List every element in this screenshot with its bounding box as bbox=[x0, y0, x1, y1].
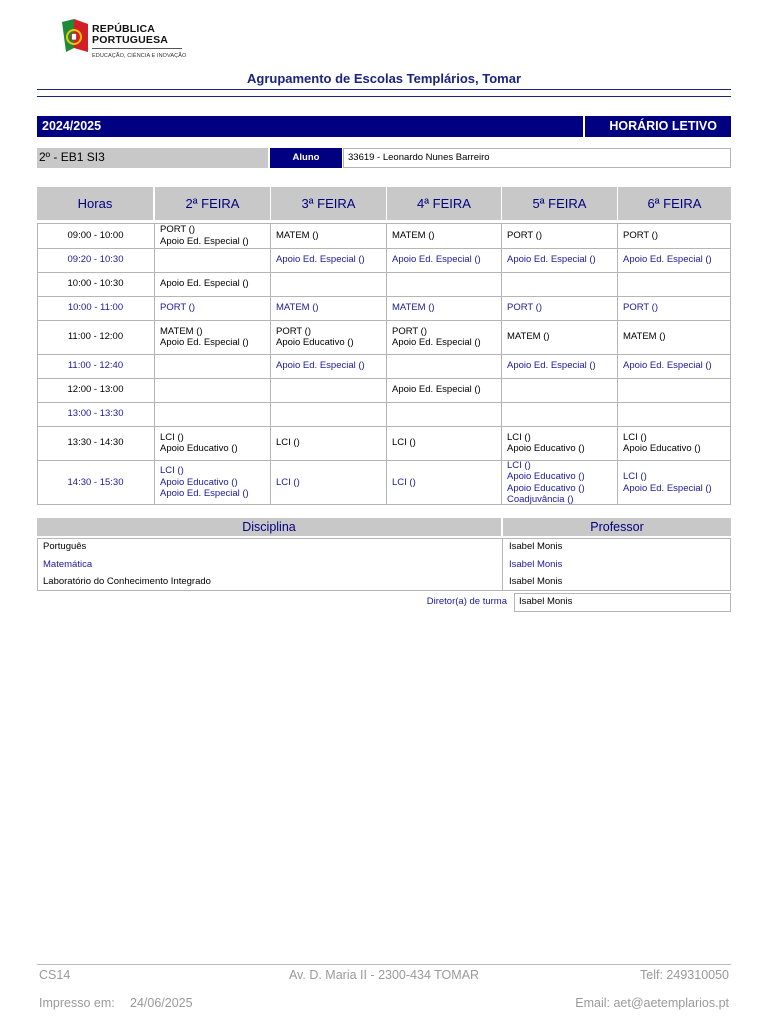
timetable-cell bbox=[270, 402, 386, 426]
lesson-entry: MATEM () bbox=[276, 302, 319, 314]
timetable-cell bbox=[501, 354, 617, 378]
timetable-cell bbox=[270, 320, 386, 354]
class-director-value: Isabel Monis bbox=[514, 593, 731, 612]
timetable-cell bbox=[154, 354, 270, 378]
professor-name: Isabel Monis bbox=[509, 559, 563, 570]
logo-subtitle: EDUCAÇÃO, CIÊNCIA E INOVAÇÃO bbox=[92, 53, 187, 59]
footer-code: CS14 bbox=[39, 968, 71, 982]
lesson-entry: MATEM () bbox=[276, 229, 319, 241]
lesson-entry: PORT () bbox=[507, 302, 543, 314]
time-slot: 13:00 - 13:30 bbox=[67, 408, 124, 420]
timetable-cell bbox=[154, 272, 270, 296]
timetable-cell bbox=[270, 248, 386, 272]
timetable-cell bbox=[270, 354, 386, 378]
lesson-entry: LCI () bbox=[160, 431, 184, 443]
timetable-cell bbox=[154, 248, 270, 272]
timetable-cell bbox=[617, 248, 731, 272]
lesson-entry: LCI () bbox=[276, 476, 300, 488]
lesson-entry: Coadjuvância () bbox=[507, 494, 574, 505]
lesson-entry: PORT () bbox=[160, 302, 196, 314]
lesson-entry: PORT () bbox=[160, 224, 196, 235]
lesson-entry: LCI () bbox=[276, 437, 300, 449]
header-day: 2ª FEIRA bbox=[155, 187, 270, 220]
timetable-cell bbox=[386, 426, 501, 460]
timetable-cell bbox=[501, 223, 617, 248]
footer-email: Email: aet@aetemplarios.pt bbox=[575, 996, 729, 1010]
lesson-entry: Apoio Ed. Especial () bbox=[392, 254, 481, 266]
logo-wordmark: REPÚBLICA PORTUGUESA bbox=[92, 23, 169, 46]
discipline-name: Português bbox=[43, 541, 87, 552]
lesson-entry: Apoio Educativo () bbox=[623, 443, 701, 454]
lesson-entry: LCI () bbox=[507, 459, 531, 471]
lesson-entry: Apoio Educativo () bbox=[507, 482, 585, 494]
time-slot: 13:30 - 14:30 bbox=[67, 437, 124, 449]
lesson-entry: Apoio Ed. Especial () bbox=[160, 488, 249, 500]
lesson-entry: MATEM () bbox=[160, 325, 203, 337]
schedule-type: HORÁRIO LETIVO bbox=[585, 116, 731, 137]
timetable-cell bbox=[386, 378, 501, 402]
footer-phone: Telf: 249310050 bbox=[640, 968, 729, 982]
lesson-entry: PORT () bbox=[623, 302, 659, 314]
time-slot: 12:00 - 13:00 bbox=[67, 384, 124, 396]
timetable-cell bbox=[270, 378, 386, 402]
class-name: 2º - EB1 SI3 bbox=[37, 148, 268, 168]
time-slot: 09:00 - 10:00 bbox=[67, 229, 124, 241]
student-label: Aluno bbox=[270, 148, 342, 168]
header-day: 3ª FEIRA bbox=[271, 187, 386, 220]
timetable-cell bbox=[617, 296, 731, 320]
timetable-cell bbox=[154, 460, 270, 505]
lesson-entry: LCI () bbox=[507, 431, 531, 443]
school-year: 2024/2025 bbox=[37, 116, 583, 137]
lesson-entry: Apoio Ed. Especial () bbox=[623, 482, 712, 494]
timetable-cell bbox=[154, 378, 270, 402]
footer-divider bbox=[37, 964, 731, 965]
discipline-separator bbox=[502, 538, 503, 591]
professor-name: Isabel Monis bbox=[509, 576, 563, 587]
printed-label: Impresso em: bbox=[39, 996, 115, 1010]
discipline-header: Disciplina bbox=[37, 518, 501, 536]
discipline-name: Laboratório do Conhecimento Integrado bbox=[43, 576, 211, 587]
timetable-cell bbox=[270, 426, 386, 460]
time-slot: 14:30 - 15:30 bbox=[67, 476, 124, 488]
lesson-entry: PORT () bbox=[623, 229, 659, 241]
timetable-cell bbox=[154, 426, 270, 460]
header-day: 4ª FEIRA bbox=[387, 187, 501, 220]
time-slot: 11:00 - 12:00 bbox=[67, 331, 124, 343]
timetable-cell bbox=[270, 223, 386, 248]
timetable-cell bbox=[386, 320, 501, 354]
lesson-entry: Apoio Ed. Especial () bbox=[160, 235, 249, 247]
lesson-entry: Apoio Educativo () bbox=[507, 443, 585, 454]
lesson-entry: Apoio Ed. Especial () bbox=[392, 337, 481, 348]
lesson-entry: MATEM () bbox=[507, 331, 550, 343]
timetable-cell bbox=[617, 320, 731, 354]
lesson-entry: MATEM () bbox=[392, 229, 435, 241]
timetable-cell bbox=[617, 378, 731, 402]
lesson-entry: MATEM () bbox=[623, 331, 666, 343]
lesson-entry: PORT () bbox=[392, 325, 428, 337]
timetable-cell bbox=[617, 460, 731, 505]
timetable-cell bbox=[501, 248, 617, 272]
time-slot: 10:00 - 11:00 bbox=[67, 302, 124, 314]
timetable-cell bbox=[501, 460, 617, 505]
lesson-entry: Apoio Ed. Especial () bbox=[623, 254, 712, 266]
timetable-cell bbox=[270, 460, 386, 505]
lesson-entry: Apoio Ed. Especial () bbox=[392, 384, 481, 396]
lesson-entry: LCI () bbox=[392, 476, 416, 488]
time-slot: 11:00 - 12:40 bbox=[67, 360, 124, 372]
lesson-entry: Apoio Ed. Especial () bbox=[623, 360, 712, 372]
timetable-cell bbox=[270, 272, 386, 296]
lesson-entry: Apoio Educativo () bbox=[507, 471, 585, 482]
timetable-cell bbox=[386, 402, 501, 426]
title-divider-bottom bbox=[37, 96, 731, 97]
lesson-entry: PORT () bbox=[276, 325, 312, 337]
header-hours: Horas bbox=[37, 187, 153, 220]
timetable-cell bbox=[154, 296, 270, 320]
class-director-label: Diretor(a) de turma bbox=[426, 596, 507, 607]
header-day: 6ª FEIRA bbox=[618, 187, 731, 220]
time-slot: 09:20 - 10:30 bbox=[67, 254, 124, 266]
timetable-cell bbox=[270, 296, 386, 320]
timetable-cell bbox=[501, 320, 617, 354]
timetable-cell bbox=[386, 296, 501, 320]
lesson-entry: LCI () bbox=[623, 431, 647, 443]
school-title: Agrupamento de Escolas Templários, Tomar bbox=[246, 71, 522, 86]
lesson-entry: Apoio Educativo () bbox=[276, 337, 354, 348]
timetable-cell bbox=[617, 354, 731, 378]
lesson-entry: LCI () bbox=[623, 471, 647, 482]
timetable-cell bbox=[501, 378, 617, 402]
timetable-cell bbox=[386, 354, 501, 378]
timetable-cell bbox=[501, 426, 617, 460]
professor-name: Isabel Monis bbox=[509, 541, 563, 552]
timetable-cell bbox=[617, 402, 731, 426]
timetable-cell bbox=[386, 272, 501, 296]
timetable-cell bbox=[501, 402, 617, 426]
lesson-entry: Apoio Ed. Especial () bbox=[507, 360, 596, 372]
timetable-cell bbox=[617, 223, 731, 248]
professor-header: Professor bbox=[503, 518, 731, 536]
lesson-entry: Apoio Ed. Especial () bbox=[160, 337, 249, 348]
lesson-entry: Apoio Educativo () bbox=[160, 443, 238, 454]
lesson-entry: LCI () bbox=[160, 465, 184, 477]
time-slot: 10:00 - 10:30 bbox=[67, 278, 124, 290]
lesson-entry: MATEM () bbox=[392, 302, 435, 314]
timetable-cell bbox=[501, 272, 617, 296]
timetable-cell bbox=[154, 320, 270, 354]
timetable-cell bbox=[501, 296, 617, 320]
lesson-entry: Apoio Educativo () bbox=[160, 476, 238, 488]
lesson-entry: Apoio Ed. Especial () bbox=[507, 254, 596, 266]
timetable-cell bbox=[386, 223, 501, 248]
logo-divider bbox=[92, 48, 182, 49]
footer-address: Av. D. Maria II - 2300-434 TOMAR bbox=[288, 968, 480, 982]
timetable-cell bbox=[154, 223, 270, 248]
timetable-cell bbox=[386, 248, 501, 272]
student-value: 33619 - Leonardo Nunes Barreiro bbox=[343, 148, 731, 168]
timetable-cell bbox=[617, 426, 731, 460]
lesson-entry: Apoio Ed. Especial () bbox=[160, 278, 249, 290]
lesson-entry: Apoio Ed. Especial () bbox=[276, 360, 365, 372]
discipline-name: Matemática bbox=[43, 559, 93, 570]
header-day: 5ª FEIRA bbox=[502, 187, 617, 220]
timetable-cell bbox=[386, 460, 501, 505]
timetable-cell bbox=[617, 272, 731, 296]
title-divider-top bbox=[37, 89, 731, 90]
lesson-entry: LCI () bbox=[392, 437, 416, 449]
printed-date: 24/06/2025 bbox=[130, 996, 193, 1010]
timetable-cell bbox=[154, 402, 270, 426]
lesson-entry: PORT () bbox=[507, 229, 543, 241]
lesson-entry: Apoio Ed. Especial () bbox=[276, 254, 365, 266]
